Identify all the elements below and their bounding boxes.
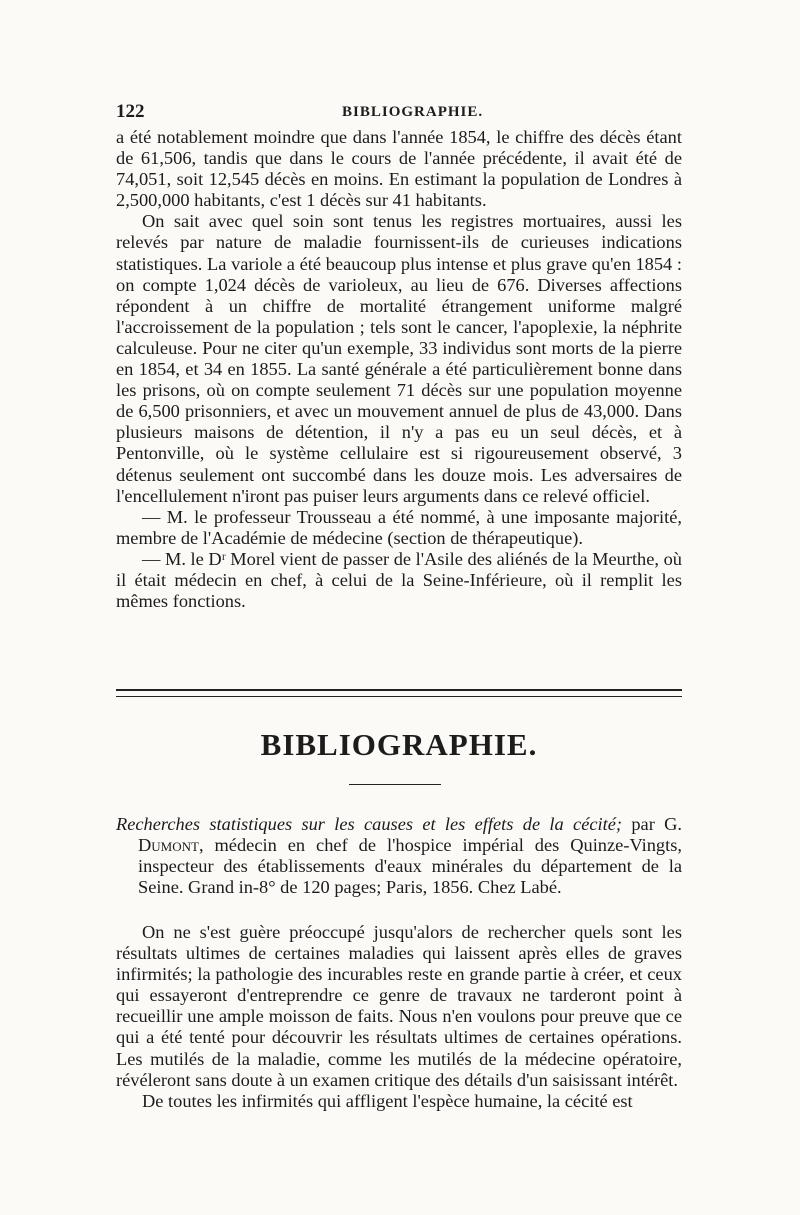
title-underline xyxy=(349,784,441,785)
entry-details: , médecin en chef de l'hospice impérial des Quinze-Vingts, inspecteur des établissements d'eaux minérales du département de la Seine. Grand in-8° de 120 pages; Paris, 1856. Chez Labé. xyxy=(138,835,682,898)
paragraph-mortuary-registers: On sait avec quel soin sont tenus les registres mortuaires, aussi les relevés par nature de maladie fournissent-ils de curieuses indications statistiques. La variole a été beaucoup plus intense et plus grave qu'en 1854 : on compte 1,024 décès de varioleux, au lieu de 676. Diverses affections répondent à un chiffre de mortalité étrangement uniforme malgré l'accroissement de la population ; tels sont le cancer, l'apoplexie, la néphrite calculeuse. Pour ne citer qu'un exemple, 33 individus sont morts de la pierre en 1854, et 34 en 1855. La santé générale a été particulièrement bonne dans les prisons, où on compte seulement 71 décès sur une population moyenne de 6,500 prisonniers, et avec un mouvement annuel de plus de 43,000. Dans plusieurs maisons de détention, il n'y a pas eu un seul décès, et à Pentonville, où le système cellulaire est si rigoureusement observé, 3 détenus seulement ont succombé dans les douze mois. Les adversaires de l'encellulement n'iront pas puiser leurs arguments dans ce relevé officiel. xyxy=(116,211,682,506)
section-title: BIBLIOGRAPHIE. xyxy=(260,727,538,762)
entry-author: Dumont xyxy=(138,835,199,856)
page-header xyxy=(116,101,682,125)
bibliography-entry xyxy=(116,814,682,898)
entry-par: par G. xyxy=(622,814,683,834)
paragraph-trousseau: — M. le professeur Trousseau a été nommé, à une imposante majorité, membre de l'Académie de médecine (section de thérapeutique). xyxy=(116,506,682,548)
review-text xyxy=(116,922,682,1112)
review-paragraph-2: De toutes les infirmités qui affligent l'espèce humaine, la cécité est xyxy=(142,1090,633,1111)
page-number: 122 xyxy=(116,101,145,122)
news-text xyxy=(116,127,682,612)
paragraph-morel: — M. le Dʳ Morel vient de passer de l'Asile des aliénés de la Meurthe, où il était médecin en chef, à celui de la Seine-Inférieure, où il remplit les mêmes fonctions. xyxy=(116,548,682,612)
running-head: BIBLIOGRAPHIE. xyxy=(342,104,484,120)
review-paragraph-1: On ne s'est guère préoccupé jusqu'alors de rechercher quels sont les résultats ultimes de certaines maladies qui laissent après elles de graves infirmités; la pathologie des incurables reste en grande partie à créer, et ceux qui essayeront d'entreprendre ce genre de travaux ne tarderont point à recueillir une ample moisson de faits. Nous n'en voulons pour preuve que ce qui a été tenté pour découvrir les résultats ultimes de certaines opérations. Les mutilés de la maladie, comme les mutilés de la médecine opératoire, révéleront sans doute à un examen critique des détails d'un saisissant intérêt. xyxy=(116,922,682,1090)
entry-title: Recherches statistiques sur les causes et les effets de la cécité; xyxy=(116,814,623,834)
paragraph-london-deaths: a été notablement moindre que dans l'année 1854, le chiffre des décès étant de 61,506, tandis que dans le cours de l'année précédente, il avait été de 74,051, soit 12,545 décès en moins. En estimant la population de Londres à 2,500,000 habitants, c'est 1 décès sur 41 habitants. xyxy=(116,127,682,211)
section-divider xyxy=(116,689,682,697)
